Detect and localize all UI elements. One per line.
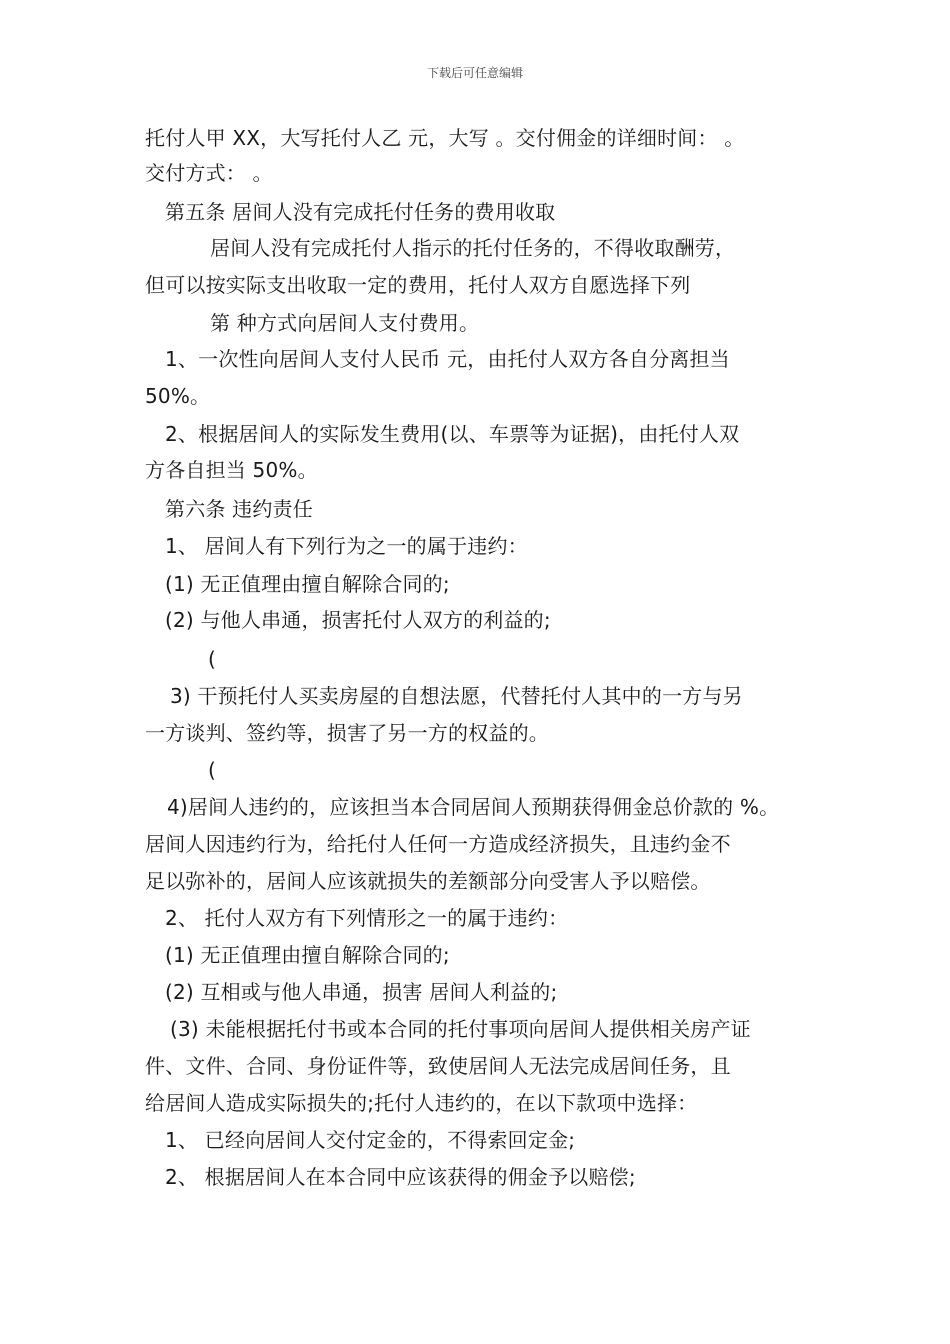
- text-line: 4)居间人违约的，应该担当本合同居间人预期获得佣金总价款的 %。: [167, 795, 780, 819]
- text-line: 给居间人造成实际损失的;托付人违约的，在以下款项中选择：: [145, 1091, 698, 1115]
- text-line: (2) 与他人串通，损害托付人双方的利益的;: [165, 608, 551, 632]
- text-line: 一方谈判、签约等，损害了另一方的权益的。: [145, 721, 549, 745]
- text-line: 3) 干预托付人买卖房屋的自想法愿，代替托付人其中的一方与另: [170, 684, 743, 708]
- page-header: 下载后可任意编辑: [426, 66, 523, 80]
- text-line: (1) 无正值理由擅自解除合同的;: [165, 943, 450, 967]
- text-line: 足以弥补的，居间人应该就损失的差额部分向受害人予以赔偿。: [145, 869, 711, 893]
- text-line: 第 种方式向居间人支付费用。: [210, 311, 480, 335]
- text-line: 1、 已经向居间人交付定金的，不得索回定金;: [165, 1128, 576, 1152]
- text-line: 托付人甲 XX，大写托付人乙 元，大写 。交付佣金的详细时间： 。: [145, 126, 745, 150]
- text-line: 50%。: [145, 384, 211, 408]
- text-line: 件、文件、合同、身份证件等，致使居间人无法完成居间任务，且: [145, 1054, 731, 1078]
- text-line: 交付方式： 。: [145, 161, 273, 185]
- text-line: 居间人没有完成托付人指示的托付任务的，不得收取酬劳，: [210, 236, 736, 260]
- text-line: 但可以按实际支出收取一定的费用，托付人双方自愿选择下列: [145, 273, 691, 297]
- text-line: 1、 居间人有下列行为之一的属于违约：: [165, 534, 528, 558]
- text-line: 1、一次性向居间人支付人民币 元，由托付人双方各自分离担当: [165, 347, 730, 371]
- text-line: (1) 无正值理由擅自解除合同的;: [165, 572, 450, 596]
- text-line: 2、 托付人双方有下列情形之一的属于违约：: [165, 906, 569, 930]
- article-heading: 第五条 居间人没有完成托付任务的费用收取: [165, 200, 556, 224]
- text-line: (2) 互相或与他人串通，损害 居间人利益的;: [165, 980, 558, 1004]
- text-line: (: [208, 647, 217, 671]
- text-line: (3) 未能根据托付书或本合同的托付事项向居间人提供相关房产证: [170, 1017, 751, 1041]
- text-line: 2、 根据居间人在本合同中应该获得的佣金予以赔偿;: [165, 1165, 636, 1189]
- text-line: 方各自担当 50%。: [145, 458, 318, 482]
- text-line: 居间人因违约行为，给托付人任何一方造成经济损失，且违约金不: [145, 832, 731, 856]
- text-line: 2、根据居间人的实际发生费用(以、车票等为证据)，由托付人双: [165, 422, 740, 446]
- text-line: (: [208, 758, 217, 782]
- article-heading: 第六条 违约责任: [165, 497, 313, 521]
